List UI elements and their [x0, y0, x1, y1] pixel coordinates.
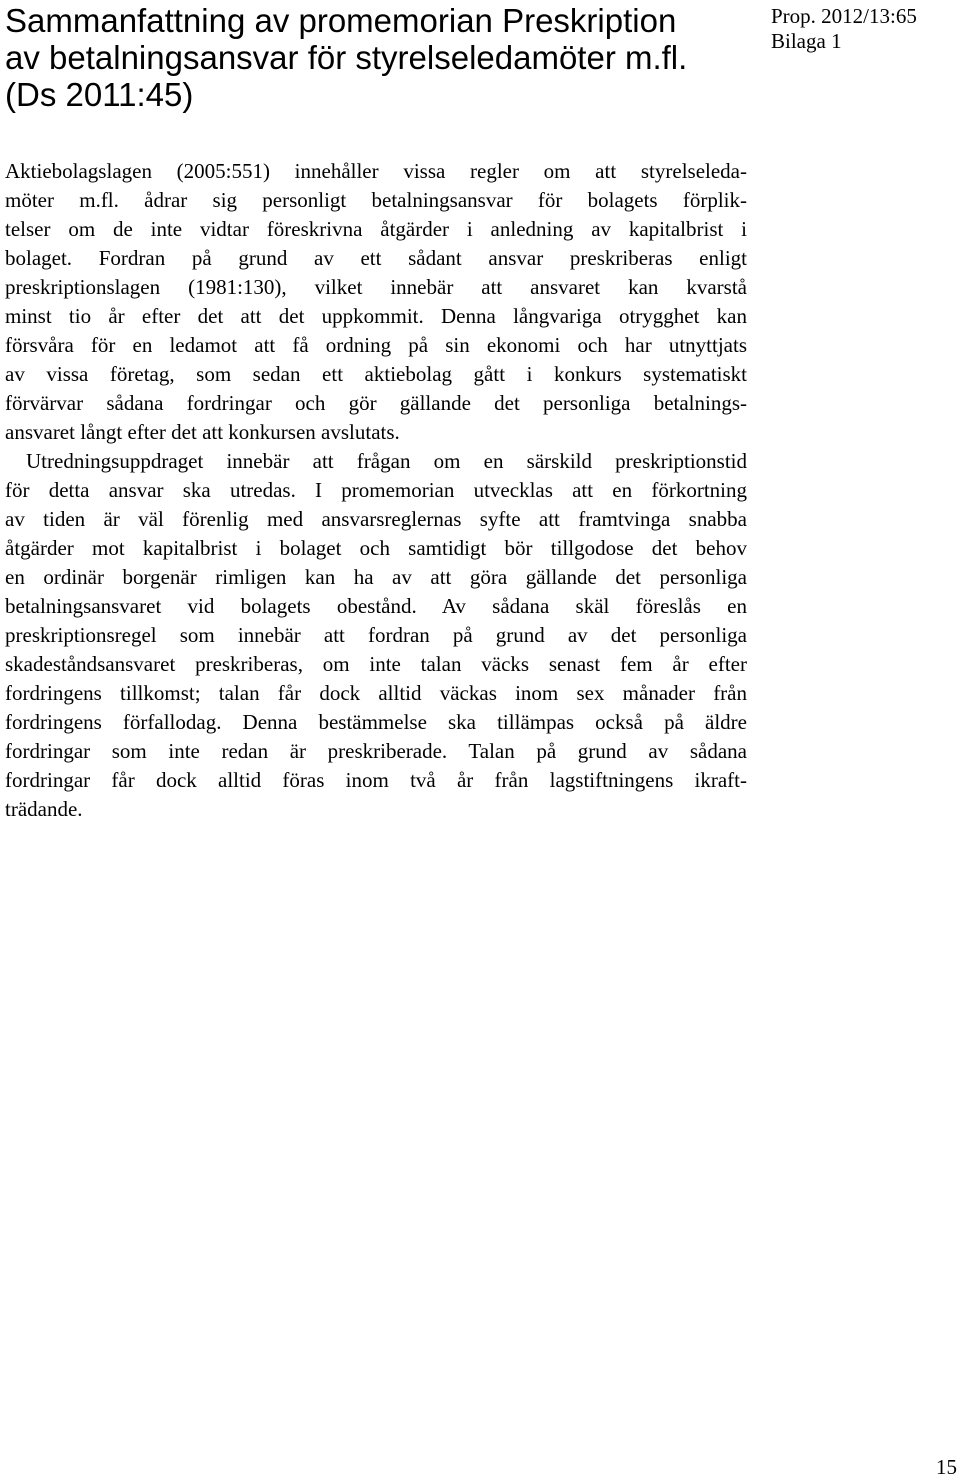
body-text	[5, 157, 747, 824]
page-number: 15	[936, 1455, 957, 1479]
appendix-label: Bilaga 1	[771, 29, 842, 53]
text-line: fordringar som inte redan är preskriberade. Talan på grund av sådana	[5, 739, 747, 763]
text-line: preskriptionslagen (1981:130), vilket innebär att ansvaret kan kvarstå	[5, 275, 747, 299]
text-line: Utredningsuppdraget innebär att frågan om en särskild preskriptionstid	[26, 449, 747, 473]
text-line: förvärvar sådana fordringar och gör gällande det personliga betalnings-	[5, 391, 747, 415]
text-line: trädande.	[5, 797, 83, 821]
text-line: av tiden är väl förenlig med ansvarsreglernas syfte att framtvinga snabba	[5, 507, 747, 531]
text-line: försvåra för en ledamot att få ordning på sin ekonomi och har utnyttjats	[5, 333, 747, 357]
text-line: av vissa företag, som sedan ett aktiebolag gått i konkurs systematiskt	[5, 362, 747, 386]
text-line: betalningsansvaret vid bolagets obestånd. Av sådana skäl föreslås en	[5, 594, 747, 618]
text-line: preskriptionsregel som innebär att fordran på grund av det personliga	[5, 623, 747, 647]
text-line: telser om de inte vidtar föreskrivna åtgärder i anledning av kapitalbrist i	[5, 217, 747, 241]
title-line: (Ds 2011:45)	[5, 76, 194, 113]
text-line: möter m.fl. ådrar sig personligt betalningsansvar för bolagets förplik-	[5, 188, 747, 212]
paragraph-1	[5, 157, 747, 447]
text-line: en ordinär borgenär rimligen kan ha av att göra gällande det personliga	[5, 565, 747, 589]
paragraph-2	[5, 447, 747, 824]
text-line: Aktiebolagslagen (2005:551) innehåller vissa regler om att styrelseleda-	[5, 159, 747, 183]
text-line: fordringar får dock alltid föras inom två år från lagstiftningens ikraft-	[5, 768, 747, 792]
proposition-reference	[771, 4, 917, 54]
text-line: skadeståndsansvaret preskriberas, om inte talan väcks senast fem år efter	[5, 652, 747, 676]
title-line: av betalningsansvar för styrelseledamöter m.fl.	[5, 39, 688, 76]
text-line: åtgärder mot kapitalbrist i bolaget och samtidigt bör tillgodose det behov	[5, 536, 747, 560]
text-line: ansvaret långt efter det att konkursen avslutats.	[5, 420, 400, 444]
text-line: bolaget. Fordran på grund av ett sådant ansvar preskriberas enligt	[5, 246, 747, 270]
document-title	[5, 2, 745, 113]
text-line: för detta ansvar ska utredas. I promemorian utvecklas att en förkortning	[5, 478, 747, 502]
title-line: Sammanfattning av promemorian Preskription	[5, 2, 677, 39]
text-line: minst tio år efter det att det uppkommit. Denna långvariga otrygghet kan	[5, 304, 747, 328]
proposition-number: Prop. 2012/13:65	[771, 4, 917, 28]
text-line: fordringens förfallodag. Denna bestämmelse ska tillämpas också på äldre	[5, 710, 747, 734]
text-line: fordringens tillkomst; talan får dock alltid väckas inom sex månader från	[5, 681, 747, 705]
